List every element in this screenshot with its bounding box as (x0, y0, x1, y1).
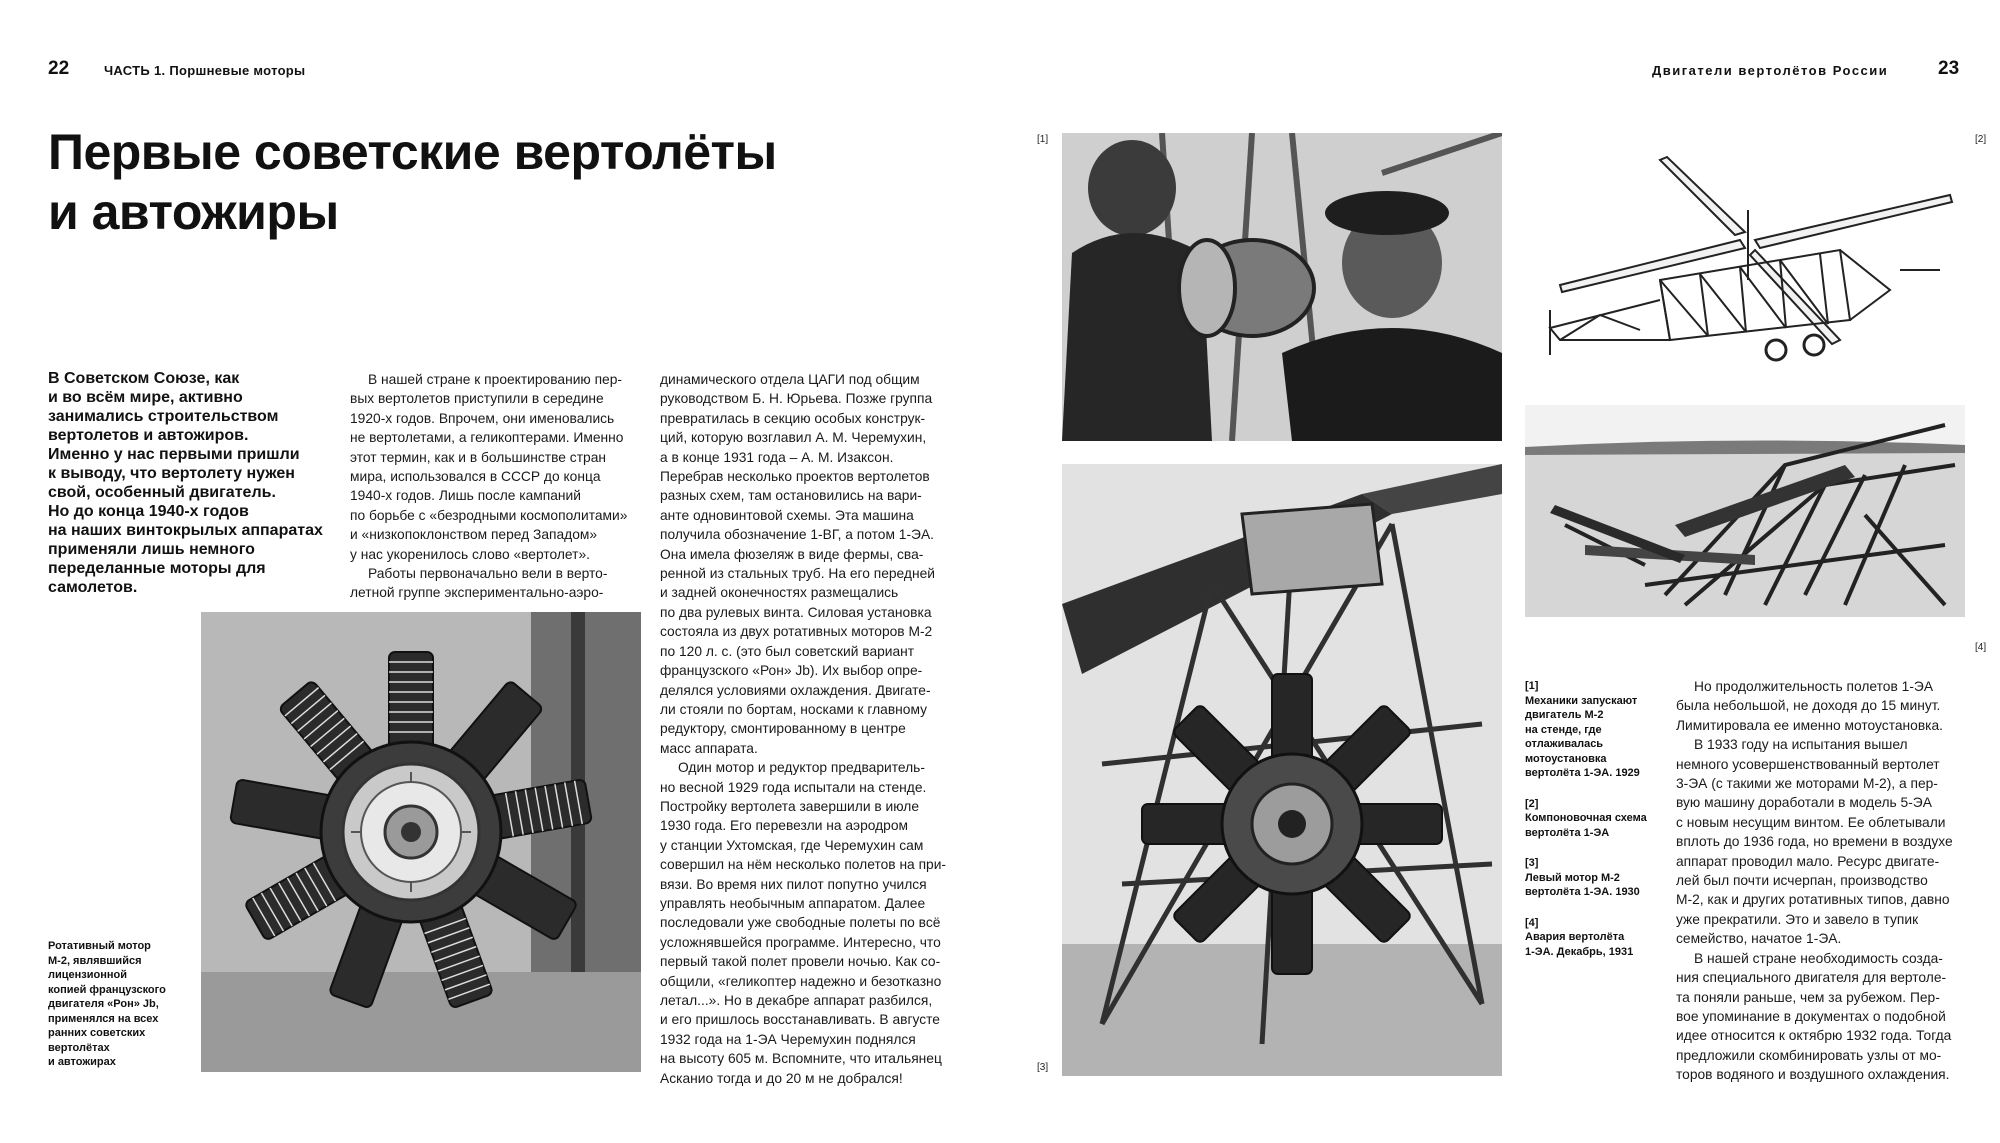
text-line: анте одновинтовой схемы. Эта машина (660, 507, 914, 523)
text-line: М-2, как и других ротативных типов, давно (1676, 892, 1950, 908)
text-line: лей был почти исчерпан, производство (1676, 873, 1928, 889)
running-title: Двигатели вертолётов России (1652, 63, 1889, 78)
text-line: ния специального двигателя для вертоле- (1676, 970, 1947, 986)
caption-line: 1-ЭА. Декабрь, 1931 (1525, 945, 1634, 958)
lead-line: применяли лишь немного (48, 541, 255, 558)
text-line: Она имела фюзеляж в виде фермы, сва- (660, 546, 924, 562)
text-line: вплоть до 1936 года, но времени в воздухе (1676, 834, 1953, 850)
text-line: на высоту 605 м. Вспомните, что итальянец (660, 1051, 942, 1067)
caption-number: [4] (1525, 916, 1539, 929)
part-title: Поршневые моторы (169, 63, 306, 78)
text-line: уже прекратили. Это и завело в тупик (1676, 911, 1919, 927)
photo-label-4: [4] (1975, 642, 1987, 653)
text-line: В 1933 году на испытания вышел (1694, 737, 1908, 753)
article-title (48, 122, 948, 242)
title-line-2: и автожиры (48, 184, 339, 240)
text-line: усложнявшейся программе. Интересно, что (660, 934, 941, 950)
lead-line: свой, особенный двигатель. (48, 484, 276, 501)
text-line: та поняли раньше, чем за рубежом. Пер- (1676, 989, 1940, 1005)
photo-label-1: [1] (1037, 134, 1049, 145)
text-line: и его пришлось восстанавливать. В августе (660, 1012, 940, 1028)
text-line: летал...». Но в декабре аппарат разбился, (660, 993, 933, 1008)
text-line: ли стояли по бортам, носками к главному (660, 701, 928, 717)
text-line: ций, которую возглавил А. М. Черемухин, (660, 430, 927, 446)
text-column-1 (350, 370, 630, 603)
engine-photo-caption (48, 939, 193, 1070)
mechanics-photo (1062, 133, 1502, 441)
text-line: 3-ЭА (с такими же моторами М-2), а пер- (1676, 776, 1938, 792)
lead-line: занимались строительством (48, 408, 279, 425)
lead-line: вертолетов и автожиров. (48, 427, 249, 444)
text-line: масс аппарата. (660, 740, 758, 756)
text-line: у станции Ухтомская, где Черемухин сам (660, 837, 924, 853)
lead-line: переделанные моторы для (48, 560, 266, 577)
photo-label-2: [2] (1975, 134, 1987, 145)
photo-label-3: [3] (1037, 1062, 1049, 1073)
text-line: не вертолетами, а геликоптерами. Именно (350, 430, 624, 446)
text-line: В нашей стране необходимость созда- (1694, 950, 1943, 966)
text-line: Один мотор и редуктор предваритель- (678, 760, 925, 776)
text-line: Постройку вертолета завершили в июле (660, 798, 919, 814)
caption-line: двигателя «Рон» Jb, (48, 998, 159, 1010)
caption-line: вертолёта 1-ЭА (1525, 826, 1610, 839)
caption-line: Левый мотор М-2 (1525, 871, 1620, 884)
caption-line: на стенде, где (1525, 723, 1602, 736)
text-line: летной группе экспериментально-аэро- (350, 585, 604, 601)
text-line: а в конце 1931 года – А. М. Изаксон. (660, 449, 894, 465)
text-line: идее относится к октябрю 1932 года. Тогда (1676, 1028, 1952, 1044)
caption-line: Авария вертолёта (1525, 931, 1625, 943)
text-line: и «низкопоклонством перед Западом» (350, 527, 598, 543)
text-line: ренной из стальных труб. На его передней (660, 566, 935, 582)
text-line: предложили скомбинировать узлы от мо- (1676, 1047, 1942, 1063)
text-line: у нас укоренилось слово «вертолет». (350, 546, 590, 562)
text-line: но весной 1929 года испытали на стенде. (660, 779, 927, 795)
text-line: была небольшой, не доходя до 15 минут. (1676, 698, 1941, 714)
text-line: динамического отдела ЦАГИ под общим (660, 372, 920, 387)
lead-line: самолетов. (48, 579, 138, 596)
text-line: Работы первоначально вели в верто- (368, 566, 608, 582)
left-page-number: 22 (48, 58, 70, 79)
text-line: превратилась в секцию особых конструк- (660, 410, 926, 426)
caption-line: Ротативный мотор (48, 940, 151, 952)
caption-line: ранних советских (48, 1027, 146, 1039)
text-line: 1940-х годов. Лишь после кампаний (350, 488, 581, 504)
text-line: 1932 года на 1-ЭА Черемухин поднялся (660, 1031, 916, 1047)
caption-line: двигатель М-2 (1525, 709, 1604, 721)
lead-line: к выводу, что вертолету нужен (48, 465, 295, 482)
text-line: 1920-х годов. Впрочем, они именовались (350, 410, 615, 426)
caption-3 (1525, 856, 1655, 900)
caption-line: вертолёта 1-ЭА. 1929 (1525, 767, 1640, 779)
lead-line: В Советском Союзе, как (48, 370, 240, 387)
rotary-engine-photo (201, 612, 641, 1072)
text-line: 1930 года. Его перевезли на аэродром (660, 818, 909, 834)
text-line: Но продолжительность полетов 1-ЭА (1694, 679, 1934, 694)
right-page-number: 23 (1938, 58, 1960, 79)
text-line: этот термин, как и в большинстве стран (350, 449, 606, 465)
text-line: делялся условиями охлаждения. Двигате- (660, 682, 931, 698)
text-line: совершил на нём несколько полетов на при- (660, 857, 947, 873)
crash-photo (1525, 405, 1965, 617)
text-line: состояла из двух ротативных моторов М-2 (660, 624, 933, 640)
text-line: семейство, начатое 1-ЭА. (1676, 931, 1842, 947)
text-line: вязи. Во время них пилот попутно учился (660, 876, 927, 892)
text-line: с новым несущим винтом. Ее облетывали (1676, 814, 1946, 830)
lead-line: и во всём мире, активно (48, 389, 243, 406)
layout-drawing (1540, 140, 1960, 376)
caption-line: копией французского (48, 983, 166, 996)
title-line-1: Первые советские вертолёты (48, 124, 777, 180)
text-line: руководством Б. Н. Юрьева. Позже группа (660, 391, 933, 407)
text-line: управлять необычным аппаратом. Далее (660, 895, 926, 911)
text-line: вую машину доработали в модель 5-ЭА (1676, 795, 1932, 811)
caption-line: отлаживалась (1525, 738, 1604, 750)
caption-line: применялся на всех (48, 1012, 159, 1025)
caption-line: вертолётах (48, 1041, 110, 1054)
lead-paragraph (48, 369, 348, 597)
text-line: торов водяного и воздушного охлаждения. (1676, 1067, 1950, 1083)
text-line: В нашей стране к проектированию пер- (368, 372, 622, 387)
lead-line: на наших винтокрылых аппаратах (48, 522, 323, 539)
caption-2 (1525, 797, 1655, 841)
text-line: общили, «геликоптер надежно и безотказно (660, 973, 942, 989)
caption-line: мотоустановка (1525, 752, 1607, 765)
caption-number: [1] (1525, 680, 1539, 692)
caption-line: и автожирах (48, 1056, 116, 1068)
text-line: Перебрав несколько проектов вертолетов (660, 469, 930, 485)
text-line: французского «Рон» Jb). Их выбор опре- (660, 663, 923, 679)
text-column-2 (660, 370, 960, 1088)
caption-1 (1525, 679, 1655, 781)
text-line: редуктору, смонтированному в центре (660, 721, 906, 737)
text-line: первый такой полет провели ночью. Как со- (660, 954, 941, 970)
caption-number: [2] (1525, 797, 1539, 810)
text-line: по 120 л. с. (это был советский вариант (660, 643, 915, 659)
lead-line: Именно у нас первыми пришли (48, 446, 300, 463)
text-line: разных схем, там остановились на вари- (660, 488, 922, 504)
text-column-3 (1676, 677, 1976, 1085)
caption-line: вертолёта 1-ЭА. 1930 (1525, 886, 1640, 898)
running-head-left (104, 63, 305, 78)
text-line: и задней оконечностях размещались (660, 585, 899, 601)
caption-line: М-2, являвшийся (48, 954, 142, 967)
text-line: мира, использовался в СССР до конца (350, 469, 601, 485)
caption-line: Механики запускают (1525, 694, 1638, 707)
text-line: Асканио тогда и до 20 м не добрался! (660, 1070, 903, 1086)
text-line: аппарат проводил мало. Ресурс двигате- (1676, 853, 1940, 869)
text-line: вое упоминание в документах о подобной (1676, 1008, 1946, 1024)
text-line: немного усовершенствованный вертолет (1676, 756, 1940, 772)
left-motor-photo (1062, 464, 1502, 1076)
text-line: получила обозначение 1-ВГ, а потом 1-ЭА. (660, 527, 934, 543)
text-line: вых вертолетов приступили в середине (350, 391, 604, 407)
text-line: последовали уже свободные полеты по всё (660, 915, 941, 931)
text-line: по борьбе с «безродными космополитами» (350, 507, 628, 523)
caption-line: лицензионной (48, 969, 127, 981)
caption-line: Компоновочная схема (1525, 812, 1647, 824)
text-line: по два рулевых винта. Силовая установка (660, 604, 932, 620)
caption-4 (1525, 916, 1655, 960)
lead-line: Но до конца 1940-х годов (48, 503, 249, 520)
part-label: ЧАСТЬ 1. (104, 63, 166, 78)
text-line: Лимитировала ее именно мотоустановка. (1676, 717, 1944, 733)
caption-number: [3] (1525, 857, 1539, 869)
photo-captions (1525, 679, 1655, 959)
